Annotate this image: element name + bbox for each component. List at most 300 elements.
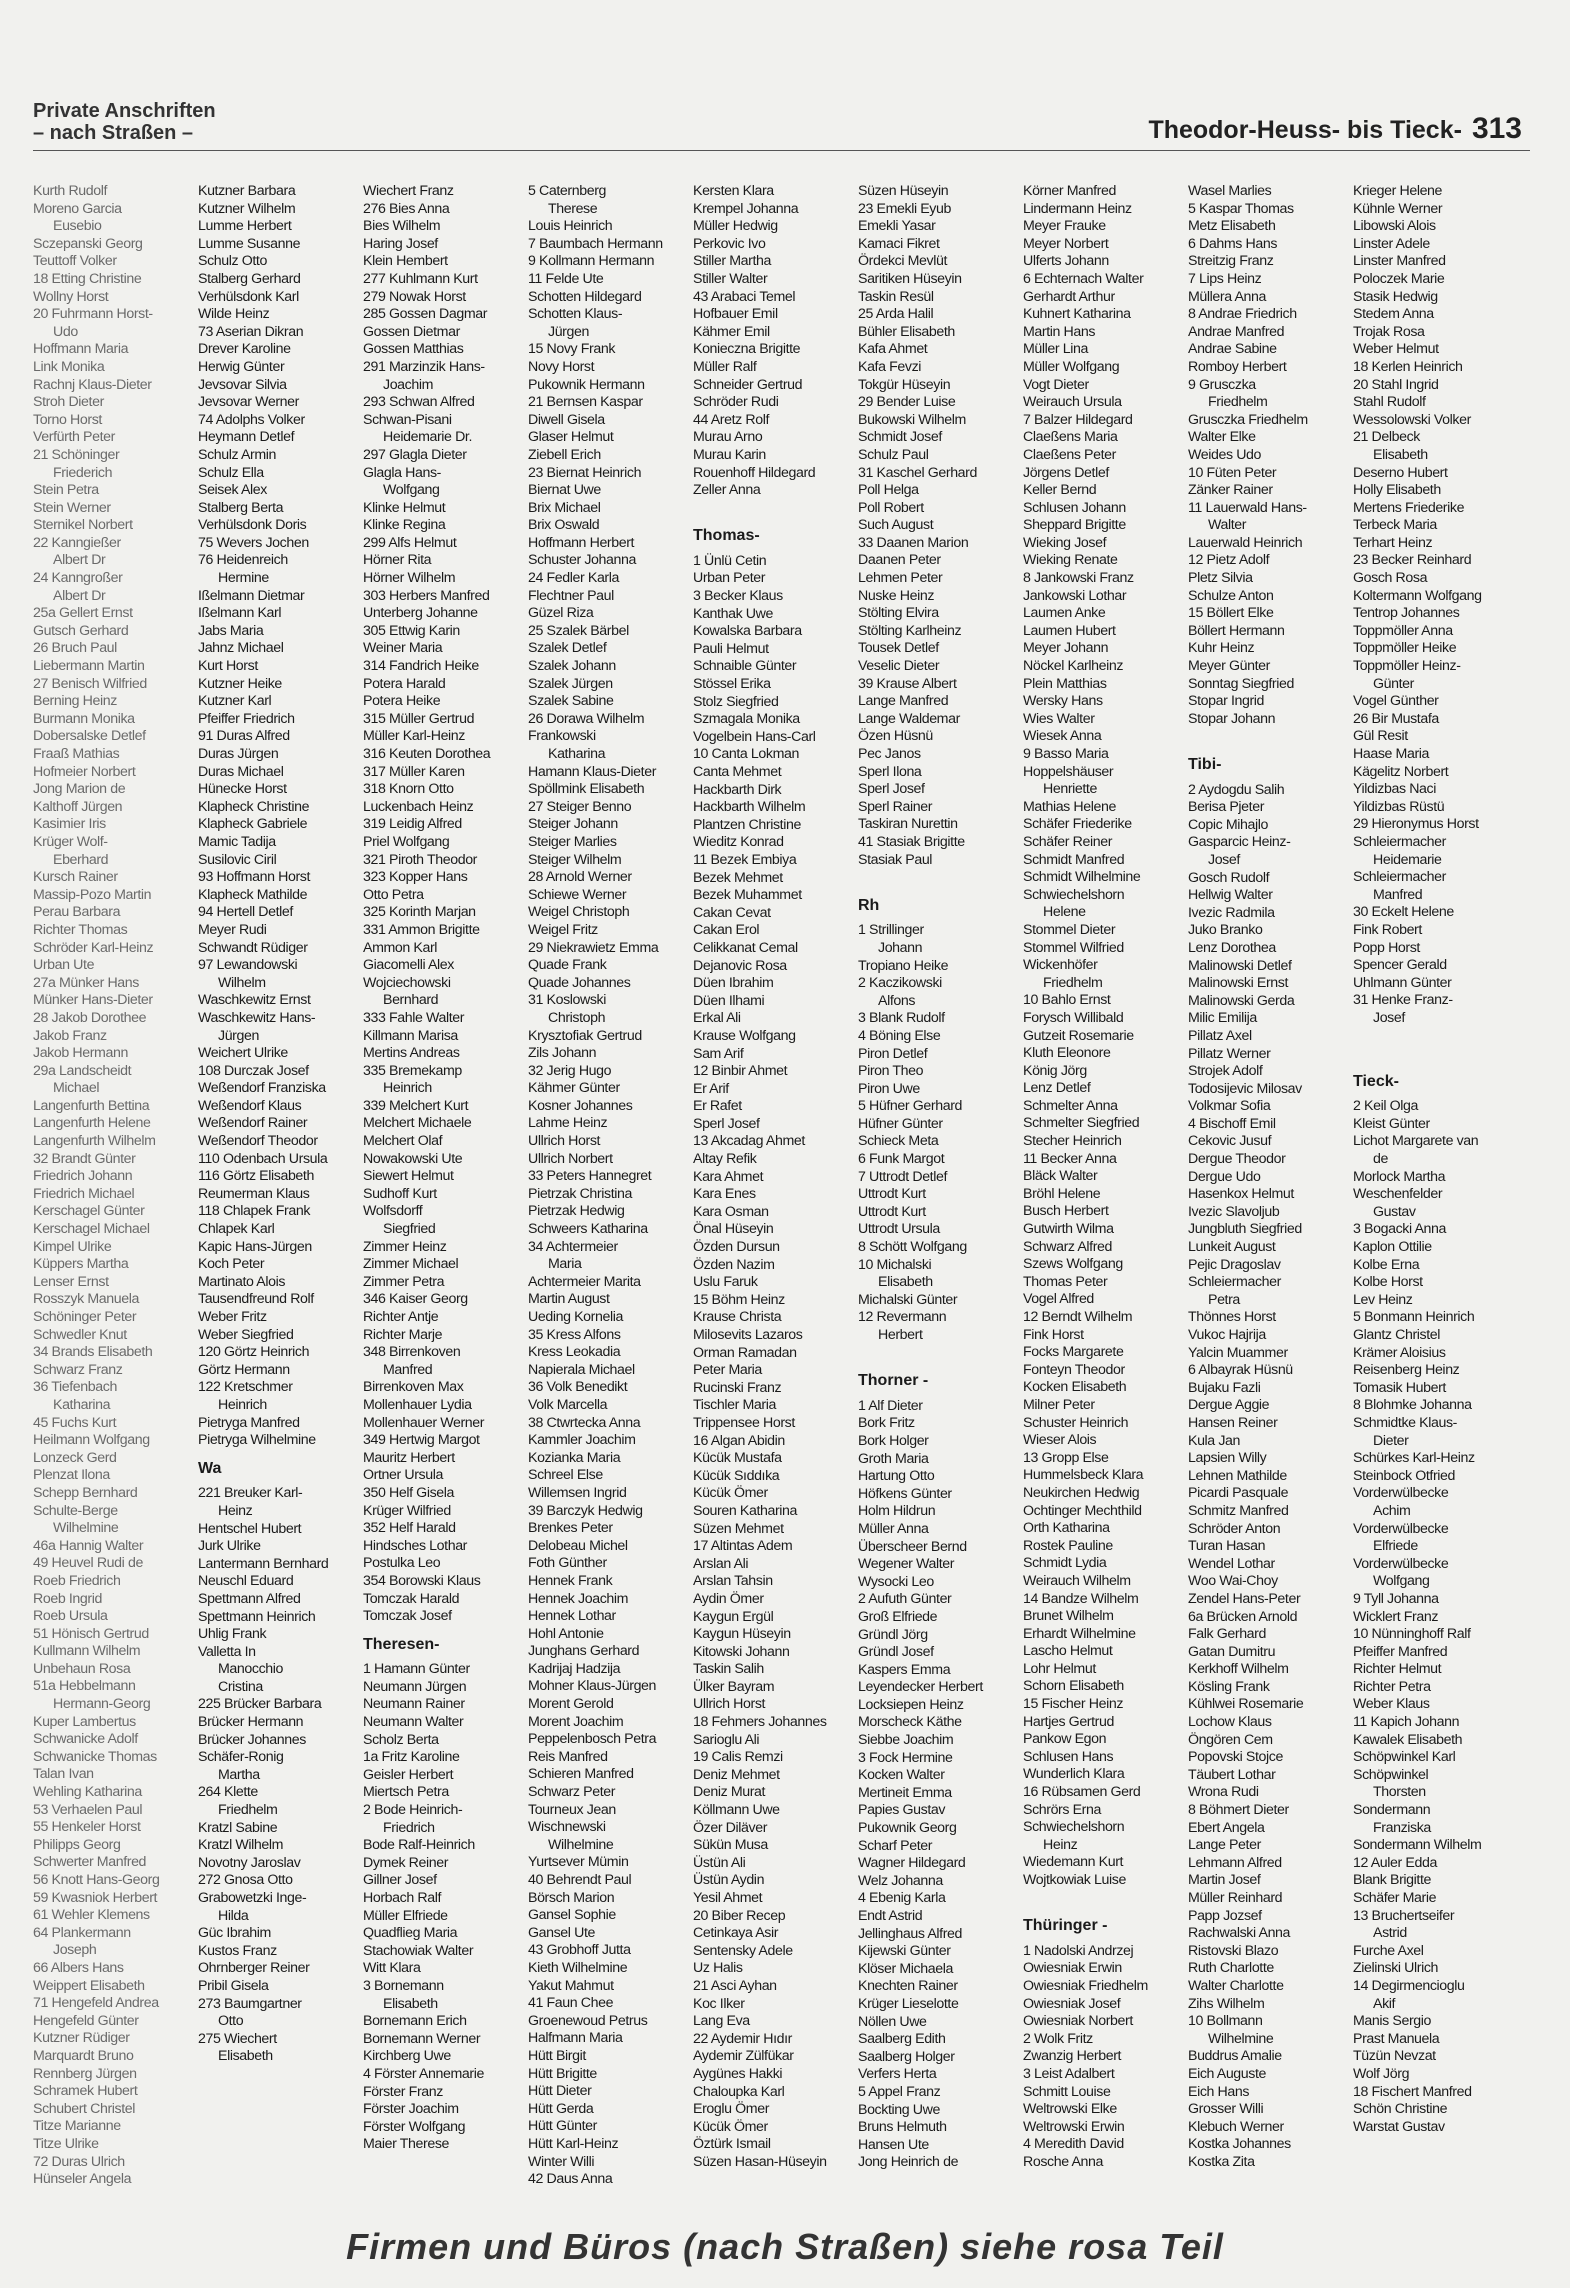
- resident-entry: Krämer Aloisius: [1353, 1344, 1446, 1361]
- entry-continuation: Johann: [878, 939, 923, 956]
- resident-entry: Schubert Christel: [33, 2100, 136, 2117]
- resident-entry: Schulze Anton: [1188, 587, 1274, 604]
- resident-entry: Bühler Elisabeth: [858, 323, 955, 340]
- resident-entry: Schröder Karl-Heinz: [33, 939, 154, 956]
- entry-continuation: Friedhelm: [1043, 974, 1103, 991]
- street-heading: Thomas-: [693, 527, 760, 545]
- resident-entry: Schmidt Wilhelmine: [1023, 869, 1141, 886]
- resident-entry: Jakob Hermann: [33, 1045, 128, 1062]
- resident-entry: Fraaß Mathias: [33, 746, 120, 762]
- resident-entry: 276 Bies Anna: [363, 200, 450, 217]
- resident-entry: 7 Lips Heinz: [1188, 270, 1262, 287]
- resident-entry: Bornemann Erich: [363, 2013, 467, 2030]
- resident-entry: Stolz Siegfried: [693, 693, 779, 710]
- resident-entry: Lonzeck Gerd: [33, 1449, 117, 1466]
- resident-entry: 61 Wehler Klemens: [33, 1907, 150, 1924]
- resident-entry: Claeßens Maria: [1023, 429, 1118, 446]
- resident-entry: Hünseler Angela: [33, 2171, 132, 2188]
- resident-entry: Schulz Otto: [198, 253, 267, 270]
- resident-entry: Lapsien Willy: [1188, 1450, 1267, 1467]
- resident-entry: Poloczek Marie: [1353, 270, 1445, 287]
- resident-entry: Tousek Detlef: [858, 640, 939, 657]
- resident-entry: Sperl Rainer: [858, 798, 933, 815]
- resident-entry: Glaser Helmut: [528, 429, 614, 446]
- resident-entry: Weber Helmut: [1353, 341, 1439, 358]
- resident-entry: Meyer Frauke: [1023, 218, 1106, 235]
- resident-entry: Klein Hembert: [363, 253, 448, 270]
- resident-entry: 8 Böhmert Dieter: [1188, 1802, 1289, 1819]
- resident-entry: 335 Bremekamp: [363, 1062, 462, 1079]
- resident-entry: Jurk Ulrike: [198, 1538, 261, 1555]
- resident-entry: Vogt Dieter: [1023, 376, 1089, 393]
- resident-entry: Kalthoff Jürgen: [33, 798, 123, 815]
- resident-entry: Müller Ralf: [693, 358, 757, 375]
- resident-entry: Kerschagel Günter: [33, 1203, 145, 1220]
- header-page-title: [1148, 112, 1522, 146]
- resident-entry: 108 Durczak Josef: [198, 1062, 309, 1079]
- resident-entry: Ortner Ursula: [363, 1467, 443, 1484]
- resident-entry: Schwiechelshorn: [1023, 1819, 1125, 1836]
- resident-entry: Neuschl Eduard: [198, 1573, 294, 1590]
- resident-entry: 73 Aserian Dikran: [198, 323, 304, 340]
- resident-entry: Weltrowski Erwin: [1023, 2118, 1125, 2135]
- resident-entry: Klöser Michaela: [858, 1960, 953, 1977]
- resident-entry: Novotny Jaroslav: [198, 1854, 301, 1871]
- resident-entry: 18 Kerlen Heinrich: [1353, 358, 1463, 375]
- resident-entry: Wieser Alois: [1023, 1432, 1097, 1449]
- resident-entry: Saalberg Edith: [858, 2031, 946, 2048]
- resident-entry: Zwanzig Herbert: [1023, 2048, 1122, 2065]
- resident-entry: Schäfer Friederike: [1023, 816, 1132, 833]
- resident-entry: Duras Jürgen: [198, 746, 279, 762]
- resident-entry: 16 Rübsamen Gerd: [1023, 1784, 1141, 1801]
- resident-entry: Schotten Klaus-: [528, 306, 623, 323]
- resident-entry: Steinbock Otfried: [1353, 1467, 1456, 1484]
- entry-continuation: Elisabeth: [1373, 446, 1428, 463]
- resident-entry: Wendel Lothar: [1188, 1555, 1275, 1572]
- resident-entry: Gossen Dietmar: [363, 323, 460, 340]
- resident-entry: 21 Bernsen Kaspar: [528, 394, 643, 411]
- resident-entry: Unbehaun Rosa: [33, 1660, 131, 1677]
- resident-entry: Yildizbas Rüstü: [1353, 798, 1445, 815]
- resident-entry: Walter Elke: [1188, 429, 1256, 446]
- resident-entry: Börsch Marion: [528, 1889, 615, 1906]
- resident-entry: Kühlwei Rosemarie: [1188, 1696, 1304, 1713]
- resident-entry: Schwedler Knut: [33, 1326, 127, 1343]
- resident-entry: Weschenfelder: [1353, 1186, 1443, 1203]
- resident-entry: Wersky Hans: [1023, 693, 1103, 710]
- resident-entry: 2 Aufuth Günter: [858, 1591, 952, 1608]
- resident-entry: 5 Hüfner Gerhard: [858, 1098, 963, 1115]
- resident-entry: Schotten Hildegard: [528, 288, 642, 305]
- resident-entry: Lev Heinz: [1353, 1291, 1413, 1308]
- resident-entry: Er Arif: [693, 1080, 729, 1097]
- resident-entry: Weides Udo: [1188, 446, 1262, 463]
- resident-entry: 2 Aydogdu Salih: [1188, 781, 1285, 798]
- resident-entry: Weigel Fritz: [528, 921, 598, 938]
- resident-entry: Knechten Rainer: [858, 1978, 958, 1995]
- entry-continuation: Achim: [1373, 1502, 1411, 1519]
- resident-entry: Özen Hüsnü: [858, 728, 933, 745]
- resident-entry: Lichot Margarete van: [1353, 1133, 1479, 1150]
- resident-entry: 14 Bandze Wilhelm: [1023, 1590, 1139, 1607]
- resident-entry: Hellwig Walter: [1188, 887, 1273, 904]
- resident-entry: Spöllmink Elisabeth: [528, 781, 645, 798]
- resident-entry: Mollenhauer Werner: [363, 1414, 485, 1431]
- resident-entry: 30 Eckelt Helene: [1353, 904, 1454, 921]
- resident-entry: Priel Wolfgang: [363, 833, 450, 850]
- resident-entry: Delobeau Michel: [528, 1537, 628, 1554]
- resident-entry: Weßendorf Rainer: [198, 1115, 308, 1132]
- resident-entry: 51a Hebbelmann: [33, 1678, 136, 1695]
- resident-entry: 46a Hannig Walter: [33, 1537, 144, 1554]
- resident-entry: Jahnz Michael: [198, 640, 284, 657]
- resident-entry: Malinowski Ernst: [1188, 975, 1289, 992]
- resident-entry: 346 Kaiser Georg: [363, 1291, 468, 1308]
- resident-entry: Schön Christine: [1353, 2101, 1448, 2118]
- resident-entry: Seisek Alex: [198, 482, 267, 499]
- resident-entry: Martin August: [528, 1291, 610, 1308]
- resident-entry: Förster Joachim: [363, 2101, 459, 2118]
- resident-entry: Orman Ramadan: [693, 1344, 797, 1361]
- resident-entry: Unterberg Johanne: [363, 605, 478, 622]
- resident-entry: Talan Ivan: [33, 1766, 94, 1783]
- resident-entry: 25 Szalek Bärbel: [528, 622, 629, 639]
- resident-entry: Langenfurth Helene: [33, 1115, 151, 1132]
- resident-entry: Stopar Ingrid: [1188, 693, 1265, 710]
- resident-entry: Klinke Regina: [363, 517, 446, 534]
- resident-entry: Rouenhoff Hildegard: [693, 464, 816, 481]
- entry-continuation: Wolfgang: [1373, 1573, 1430, 1590]
- resident-entry: Lascho Helmut: [1023, 1643, 1113, 1660]
- resident-entry: Rucinski Franz: [693, 1379, 782, 1396]
- resident-entry: Owiesniak Norbert: [1023, 2013, 1133, 2030]
- resident-entry: Philipps Georg: [33, 1836, 121, 1853]
- resident-entry: Stössel Erika: [693, 676, 771, 693]
- resident-entry: Kücük Mustafa: [693, 1450, 782, 1467]
- resident-entry: Kurt Horst: [198, 658, 258, 675]
- resident-entry: Koch Peter: [198, 1256, 265, 1273]
- resident-entry: Reumerman Klaus: [198, 1185, 310, 1202]
- resident-entry: Kolbe Erna: [1353, 1256, 1420, 1273]
- resident-entry: Schmelter Siegfried: [1023, 1115, 1140, 1132]
- resident-entry: Lenser Ernst: [33, 1273, 109, 1290]
- resident-entry: Sperl Ilona: [858, 763, 922, 780]
- resident-entry: Schmelter Anna: [1023, 1097, 1118, 1114]
- resident-entry: Pietrzak Hedwig: [528, 1203, 625, 1220]
- resident-entry: Walter Charlotte: [1188, 1977, 1284, 1994]
- entry-continuation: Friedrich: [383, 1819, 435, 1836]
- resident-entry: Jungbluth Siegfried: [1188, 1221, 1302, 1238]
- resident-entry: Kara Ahmet: [693, 1168, 764, 1185]
- entry-continuation: Wilhelmine: [548, 1836, 614, 1853]
- resident-entry: Yakut Mahmut: [528, 1977, 614, 1994]
- resident-entry: Leyendecker Herbert: [858, 1679, 983, 1696]
- entry-continuation: Akif: [1373, 1995, 1396, 2012]
- resident-entry: Furche Axel: [1353, 1942, 1424, 1959]
- resident-entry: Thönnes Horst: [1188, 1309, 1276, 1326]
- resident-entry: Ristovski Blazo: [1188, 1942, 1279, 1959]
- resident-entry: Grosser Willi: [1188, 2101, 1264, 2118]
- resident-entry: Jong Marion de: [33, 781, 126, 798]
- entry-continuation: Josef: [1208, 851, 1240, 868]
- resident-entry: Jörgens Detlef: [1023, 464, 1109, 481]
- resident-entry: Altay Refik: [693, 1151, 757, 1168]
- resident-entry: 273 Baumgartner: [198, 1995, 302, 2012]
- resident-entry: Gül Resit: [1353, 728, 1408, 745]
- resident-entry: Lantermann Bernhard: [198, 1555, 329, 1572]
- resident-entry: 8 Andrae Friedrich: [1188, 306, 1297, 323]
- resident-entry: Kadrijaj Hadzija: [528, 1660, 621, 1677]
- resident-entry: Wickenhöfer: [1023, 957, 1098, 974]
- resident-entry: Schepp Bernhard: [33, 1484, 138, 1501]
- resident-entry: 122 Kretschmer: [198, 1379, 293, 1396]
- resident-entry: Sudhoff Kurt: [363, 1185, 437, 1202]
- resident-entry: Haring Josef: [363, 235, 438, 252]
- resident-entry: Claeßens Peter: [1023, 446, 1116, 463]
- resident-entry: 28 Jakob Dorothee: [33, 1009, 147, 1026]
- resident-entry: Welz Johanna: [858, 1872, 943, 1889]
- resident-entry: Kähmer Emil: [693, 323, 770, 340]
- directory-column-2: [198, 183, 363, 2198]
- resident-entry: Wojtkowiak Luise: [1023, 1872, 1126, 1888]
- resident-entry: Kula Jan: [1188, 1432, 1241, 1449]
- resident-entry: Pukownik Hermann: [528, 376, 645, 393]
- resident-entry: Perkovic Ivo: [693, 235, 766, 252]
- resident-entry: Focks Margarete: [1023, 1344, 1124, 1361]
- entry-continuation: Dieter: [1373, 1432, 1409, 1449]
- resident-entry: Mamic Tadija: [198, 833, 276, 850]
- resident-entry: 31 Henke Franz-: [1353, 992, 1453, 1009]
- resident-entry: Bröhl Helene: [1023, 1185, 1101, 1202]
- street-heading: Rh: [858, 896, 880, 914]
- resident-entry: Neumann Rainer: [363, 1696, 465, 1713]
- resident-entry: Gatan Dumitru: [1188, 1643, 1276, 1660]
- resident-entry: 354 Borowski Klaus: [363, 1572, 481, 1589]
- resident-entry: 13 Bruchertseifer: [1353, 1907, 1455, 1924]
- resident-entry: Weber Klaus: [1353, 1696, 1430, 1713]
- resident-entry: Kosner Johannes: [528, 1097, 633, 1114]
- resident-entry: Hofmeier Norbert: [33, 763, 136, 780]
- resident-entry: Richter Thomas: [33, 921, 128, 938]
- street-heading: Theresen-: [363, 1635, 440, 1653]
- resident-entry: Halfmann Maria: [528, 2030, 623, 2047]
- resident-entry: Nöckel Karlheinz: [1023, 658, 1124, 675]
- resident-entry: 20 Stahl Ingrid: [1353, 376, 1439, 393]
- directory-columns: [33, 183, 1538, 2198]
- resident-entry: Uttrodt Kurt: [858, 1203, 926, 1220]
- resident-entry: Hasenkox Helmut: [1188, 1186, 1294, 1203]
- resident-entry: Kaplon Ottilie: [1353, 1239, 1432, 1256]
- resident-entry: Szalek Sabine: [528, 693, 614, 710]
- resident-entry: 11 Lauerwald Hans-: [1188, 499, 1307, 516]
- resident-entry: Ördekci Mevlüt: [858, 253, 948, 270]
- resident-entry: Schöninger Peter: [33, 1309, 137, 1325]
- resident-entry: 25a Gellert Ernst: [33, 605, 133, 622]
- resident-entry: Üstün Aydin: [693, 1872, 765, 1889]
- resident-entry: Kocken Walter: [858, 1767, 945, 1784]
- resident-entry: Rosche Anna: [1023, 2153, 1103, 2170]
- resident-entry: Pribil Gisela: [198, 1977, 269, 1994]
- resident-entry: Lindermann Heinz: [1023, 200, 1132, 217]
- resident-entry: Szalek Jürgen: [528, 675, 613, 692]
- entry-continuation: Helene: [1043, 904, 1086, 921]
- resident-entry: 221 Breuker Karl-: [198, 1485, 303, 1502]
- resident-entry: 333 Fahle Walter: [363, 1009, 465, 1026]
- resident-entry: Zimmer Michael: [363, 1256, 459, 1273]
- resident-entry: Lehmen Peter: [858, 570, 943, 587]
- resident-entry: Tropiano Heike: [858, 957, 949, 974]
- resident-entry: 6 Dahms Hans: [1188, 235, 1278, 252]
- resident-entry: Owiesniak Erwin: [1023, 1960, 1122, 1977]
- resident-entry: Er Rafet: [693, 1098, 742, 1115]
- resident-entry: Plenzat Ilona: [33, 1467, 110, 1484]
- resident-entry: Friedrich Johann: [33, 1168, 133, 1185]
- resident-entry: Zimmer Petra: [363, 1273, 445, 1290]
- resident-entry: Sarioglu Ali: [693, 1731, 760, 1748]
- resident-entry: Kücük Ömer: [693, 2118, 768, 2135]
- resident-entry: Zihs Wilhelm: [1188, 1995, 1265, 2012]
- resident-entry: Wieking Josef: [1023, 534, 1107, 551]
- resident-entry: Canta Mehmet: [693, 764, 782, 780]
- resident-entry: Bode Ralf-Heinrich: [363, 1837, 475, 1854]
- entry-continuation: Michael: [53, 1080, 100, 1097]
- resident-entry: 59 Kwasniok Herbert: [33, 1889, 158, 1906]
- resident-entry: Hengefeld Günter: [33, 2012, 139, 2029]
- resident-entry: Bies Wilhelm: [363, 218, 441, 235]
- resident-entry: Tomczak Harald: [363, 1590, 460, 1607]
- resident-entry: 26 Bir Mustafa: [1353, 710, 1439, 727]
- resident-entry: 9 Tyll Johanna: [1353, 1590, 1439, 1607]
- resident-entry: 31 Kaschel Gerhard: [858, 464, 977, 481]
- resident-entry: Gründl Jörg: [858, 1626, 928, 1643]
- header-line-2: – nach Straßen –: [33, 122, 194, 144]
- resident-entry: Hoppelshäuser: [1023, 763, 1114, 780]
- resident-entry: Taskin Salih: [693, 1661, 764, 1678]
- resident-entry: Aydin Ömer: [693, 1590, 764, 1607]
- resident-entry: 91 Duras Alfred: [198, 728, 290, 745]
- resident-entry: Morent Joachim: [528, 1713, 624, 1730]
- resident-entry: Vogel Alfred: [1023, 1291, 1094, 1308]
- resident-entry: 93 Hoffmann Horst: [198, 869, 311, 886]
- resident-entry: Brix Michael: [528, 499, 601, 516]
- resident-entry: Lange Peter: [1188, 1837, 1261, 1854]
- resident-entry: Schlusen Hans: [1023, 1748, 1114, 1765]
- resident-entry: Kägelitz Norbert: [1353, 763, 1449, 780]
- resident-entry: 4 Ebenig Karla: [858, 1890, 946, 1907]
- resident-entry: 325 Korinth Marjan: [363, 904, 476, 921]
- resident-entry: 6a Brücken Arnold: [1188, 1608, 1298, 1625]
- resident-entry: 12 Auler Edda: [1353, 1854, 1437, 1871]
- entry-continuation: Cristina: [218, 1678, 263, 1695]
- resident-entry: Schreel Else: [528, 1467, 603, 1484]
- resident-entry: Cakan Erol: [693, 922, 760, 939]
- resident-entry: Stecher Heinrich: [1023, 1133, 1122, 1150]
- resident-entry: Melchert Olaf: [363, 1133, 443, 1150]
- resident-entry: Holm Hildrun: [858, 1503, 936, 1520]
- resident-entry: 21 Schöninger: [33, 446, 120, 463]
- resident-entry: Lunkeit August: [1188, 1239, 1276, 1256]
- resident-entry: Weirauch Wilhelm: [1023, 1572, 1131, 1589]
- resident-entry: Uhlig Frank: [198, 1626, 267, 1643]
- resident-entry: Kimpel Ulrike: [33, 1238, 112, 1255]
- resident-entry: 321 Piroth Theodor: [363, 851, 478, 868]
- resident-entry: Lahme Heinz: [528, 1115, 608, 1132]
- resident-entry: 17 Altintas Adem: [693, 1538, 793, 1555]
- entry-continuation: Friedhelm: [1208, 394, 1268, 411]
- resident-entry: Dejanovic Rosa: [693, 957, 787, 974]
- resident-entry: Foth Günther: [528, 1555, 607, 1572]
- resident-entry: Schulte-Berge: [33, 1502, 118, 1519]
- resident-entry: Wischnewski: [528, 1819, 606, 1836]
- resident-entry: Schulz Paul: [858, 446, 929, 463]
- resident-entry: Stroh Dieter: [33, 394, 104, 411]
- resident-entry: Aydemir Zülfükar: [693, 2048, 794, 2065]
- resident-entry: Milosevits Lazaros: [693, 1327, 803, 1343]
- resident-entry: Schwan-Pisani: [363, 411, 452, 428]
- resident-entry: 2 Kaczikowski: [858, 975, 942, 992]
- resident-entry: Sonntag Siegfried: [1188, 675, 1294, 692]
- resident-entry: Haase Maria: [1353, 746, 1430, 762]
- resident-entry: Stasiak Paul: [858, 851, 933, 868]
- resident-entry: Massip-Pozo Martin: [33, 886, 152, 903]
- resident-entry: Weippert Elisabeth: [33, 1977, 145, 1994]
- resident-entry: Drever Karoline: [198, 341, 291, 358]
- resident-entry: Schmidt Josef: [858, 429, 942, 446]
- resident-entry: Urban Ute: [33, 957, 95, 974]
- resident-entry: Ammon Karl: [363, 939, 438, 956]
- resident-entry: Meyer Rudi: [198, 921, 267, 938]
- resident-entry: Poll Helga: [858, 482, 919, 499]
- spacer: [693, 500, 858, 518]
- resident-entry: Langenfurth Wilhelm: [33, 1133, 156, 1150]
- resident-entry: Popovski Stojce: [1188, 1749, 1283, 1766]
- resident-entry: Schröder Anton: [1188, 1520, 1281, 1537]
- resident-entry: Wunderlich Klara: [1023, 1766, 1125, 1783]
- resident-entry: 5 Appel Franz: [858, 2083, 941, 2100]
- resident-entry: Zimmer Heinz: [363, 1238, 447, 1255]
- resident-entry: Ulferts Johann: [1023, 253, 1109, 270]
- resident-entry: Quadflieg Maria: [363, 1925, 458, 1942]
- resident-entry: Önal Hüseyin: [693, 1221, 774, 1238]
- resident-entry: Wilde Heinz: [198, 306, 270, 323]
- resident-entry: 3 Blank Rudolf: [858, 1010, 945, 1027]
- resident-entry: 19 Calis Remzi: [693, 1749, 783, 1766]
- resident-entry: Piron Theo: [858, 1063, 924, 1080]
- resident-entry: Schöpwinkel: [1353, 1766, 1429, 1783]
- entry-continuation: Günter: [1373, 675, 1414, 692]
- resident-entry: Wies Walter: [1023, 710, 1095, 727]
- resident-entry: Wrona Rudi: [1188, 1784, 1259, 1801]
- resident-entry: Verfürth Peter: [33, 429, 115, 446]
- resident-entry: Rachwalski Anna: [1188, 1925, 1291, 1942]
- resident-entry: Gasparcic Heinz-: [1188, 834, 1291, 851]
- entry-continuation: Wilhelmine: [53, 1520, 119, 1537]
- resident-entry: Szalek Johann: [528, 658, 616, 675]
- resident-entry: Tomczak Josef: [363, 1608, 452, 1625]
- resident-entry: Weber Fritz: [198, 1309, 267, 1325]
- resident-entry: Romboy Herbert: [1188, 358, 1287, 375]
- resident-entry: Steiger Marlies: [528, 833, 617, 850]
- resident-entry: Schleiermacher: [1353, 869, 1446, 886]
- resident-entry: Popp Horst: [1353, 939, 1420, 956]
- resident-entry: Laumen Hubert: [1023, 622, 1116, 639]
- resident-entry: Klapheck Christine: [198, 798, 310, 815]
- resident-entry: Miertsch Petra: [363, 1784, 449, 1801]
- resident-entry: Lenz Dorothea: [1188, 939, 1276, 956]
- resident-entry: Pfeiffer Friedrich: [198, 710, 295, 727]
- resident-entry: Sentensky Adele: [693, 1942, 793, 1959]
